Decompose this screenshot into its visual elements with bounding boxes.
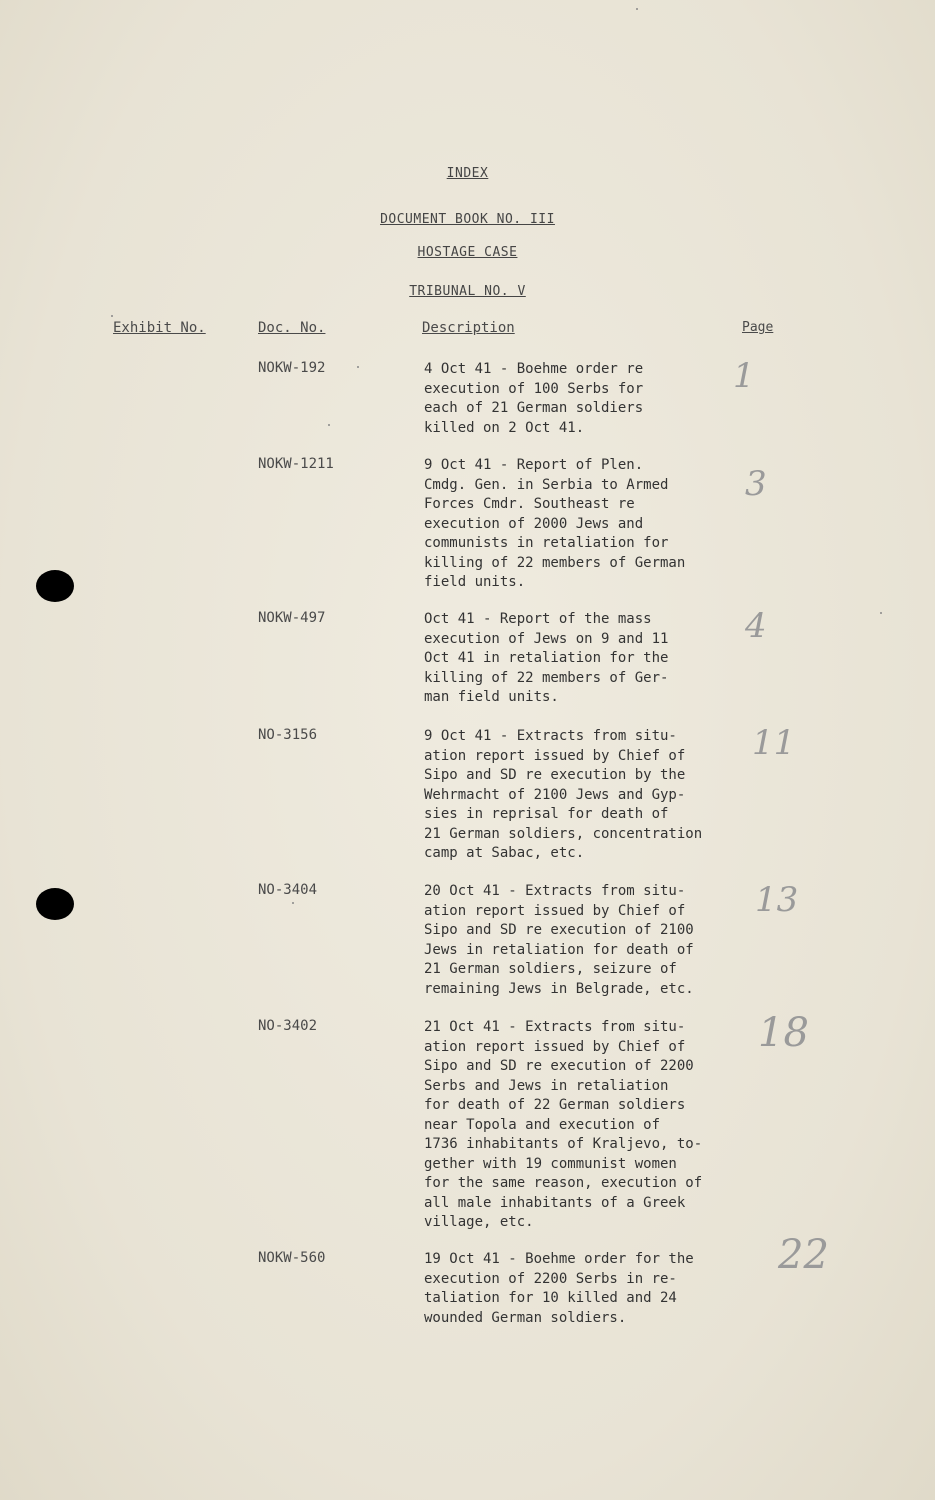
paper-speck xyxy=(636,8,638,10)
description-line: for death of 22 German soldiers xyxy=(424,1097,686,1113)
description-line: Serbs and Jews in retaliation xyxy=(424,1077,669,1094)
description-line: 21 Oct 41 - Extracts from situ- xyxy=(424,1019,686,1035)
doc-number: NOKW-192 xyxy=(258,360,326,376)
description-line: execution of 100 Serbs for xyxy=(424,380,644,397)
doc-no-header: Doc. No. xyxy=(258,320,326,336)
description-line: each of 21 German soldiers xyxy=(424,400,644,416)
description-line: man field units. xyxy=(424,689,559,705)
description-line: taliation for 10 killed and 24 xyxy=(424,1290,677,1306)
description-line: 19 Oct 41 - Boehme order for the xyxy=(424,1251,694,1267)
paper-speck xyxy=(328,424,330,426)
description-line: Oct 41 in retaliation for the xyxy=(424,650,669,666)
description-line: near Topola and execution of xyxy=(424,1116,661,1133)
description-line: execution of 2200 Serbs in re- xyxy=(424,1270,677,1287)
punch-hole xyxy=(36,570,74,602)
doc-number: NO-3404 xyxy=(258,882,318,898)
paper-speck xyxy=(111,315,113,317)
entry-description xyxy=(424,610,668,708)
document-book-title: DOCUMENT BOOK NO. III xyxy=(380,212,555,227)
description-line: ation report issued by Chief of xyxy=(424,1038,686,1055)
description-line: execution of Jews on 9 and 11 xyxy=(424,630,669,647)
punch-hole xyxy=(36,888,74,920)
description-line: Sipo and SD re execution by the xyxy=(424,767,686,783)
description-line: Oct 41 - Report of the mass xyxy=(424,611,652,627)
entry-description xyxy=(424,1018,702,1233)
page-number: 13 xyxy=(755,880,799,920)
description-line: for the same reason, execution of xyxy=(424,1175,703,1191)
description-line: 1736 inhabitants of Kraljevo, to- xyxy=(424,1136,703,1152)
page-number: 11 xyxy=(752,723,796,763)
exhibit-no-header: Exhibit No. xyxy=(113,320,206,336)
description-line: killing of 22 members of Ger- xyxy=(424,669,669,686)
page-number: 3 xyxy=(745,464,767,504)
paper-speck xyxy=(292,902,294,904)
description-line: sies in reprisal for death of xyxy=(424,806,669,822)
description-line: camp at Sabac, etc. xyxy=(424,845,585,861)
description-line: Wehrmacht of 2100 Jews and Gyp- xyxy=(424,786,686,803)
doc-number: NO-3156 xyxy=(258,727,318,743)
description-line: 20 Oct 41 - Extracts from situ- xyxy=(424,883,686,899)
description-line: remaining Jews in Belgrade, etc. xyxy=(424,980,694,997)
description-line: execution of 2000 Jews and xyxy=(424,515,644,532)
doc-number: NOKW-560 xyxy=(258,1250,326,1266)
description-line: Forces Cmdr. Southeast re xyxy=(424,496,635,512)
description-line: Jews in retaliation for death of xyxy=(424,941,694,958)
description-line: Cmdg. Gen. in Serbia to Armed xyxy=(424,476,669,493)
page-number: 22 xyxy=(778,1232,829,1278)
description-line: killing of 22 members of German xyxy=(424,554,686,571)
paper-speck xyxy=(357,366,359,368)
description-line: 21 German soldiers, concentration xyxy=(424,825,703,842)
description-line: 4 Oct 41 - Boehme order re xyxy=(424,361,644,377)
page-number: 1 xyxy=(733,356,755,396)
case-title: HOSTAGE CASE xyxy=(417,245,518,260)
description-line: Sipo and SD re execution of 2200 xyxy=(424,1058,694,1074)
page-number: 18 xyxy=(758,1010,809,1056)
entry-description xyxy=(424,1250,694,1328)
paper-speck xyxy=(880,612,882,614)
description-line: Sipo and SD re execution of 2100 xyxy=(424,922,694,938)
index-title: INDEX xyxy=(446,166,489,181)
page-number: 4 xyxy=(745,606,767,646)
description-header: Description xyxy=(422,320,515,336)
description-line: gether with 19 communist women xyxy=(424,1155,677,1172)
page-header: Page xyxy=(742,320,774,335)
description-line: village, etc. xyxy=(424,1214,534,1230)
description-line: 9 Oct 41 - Report of Plen. xyxy=(424,457,644,473)
entry-description xyxy=(424,727,702,864)
description-line: ation report issued by Chief of xyxy=(424,747,686,764)
description-line: 21 German soldiers, seizure of xyxy=(424,961,677,977)
entry-description xyxy=(424,882,694,999)
doc-number: NOKW-1211 xyxy=(258,456,334,472)
doc-number: NOKW-497 xyxy=(258,610,326,626)
entry-description xyxy=(424,360,643,438)
entry-description xyxy=(424,456,685,593)
description-line: field units. xyxy=(424,574,526,590)
doc-number: NO-3402 xyxy=(258,1018,318,1034)
tribunal-title: TRIBUNAL NO. V xyxy=(409,284,526,299)
description-line: killed on 2 Oct 41. xyxy=(424,419,585,436)
description-line: wounded German soldiers. xyxy=(424,1309,627,1326)
description-line: all male inhabitants of a Greek xyxy=(424,1194,686,1211)
description-line: communists in retaliation for xyxy=(424,535,669,551)
description-line: ation report issued by Chief of xyxy=(424,902,686,919)
description-line: 9 Oct 41 - Extracts from situ- xyxy=(424,728,677,744)
